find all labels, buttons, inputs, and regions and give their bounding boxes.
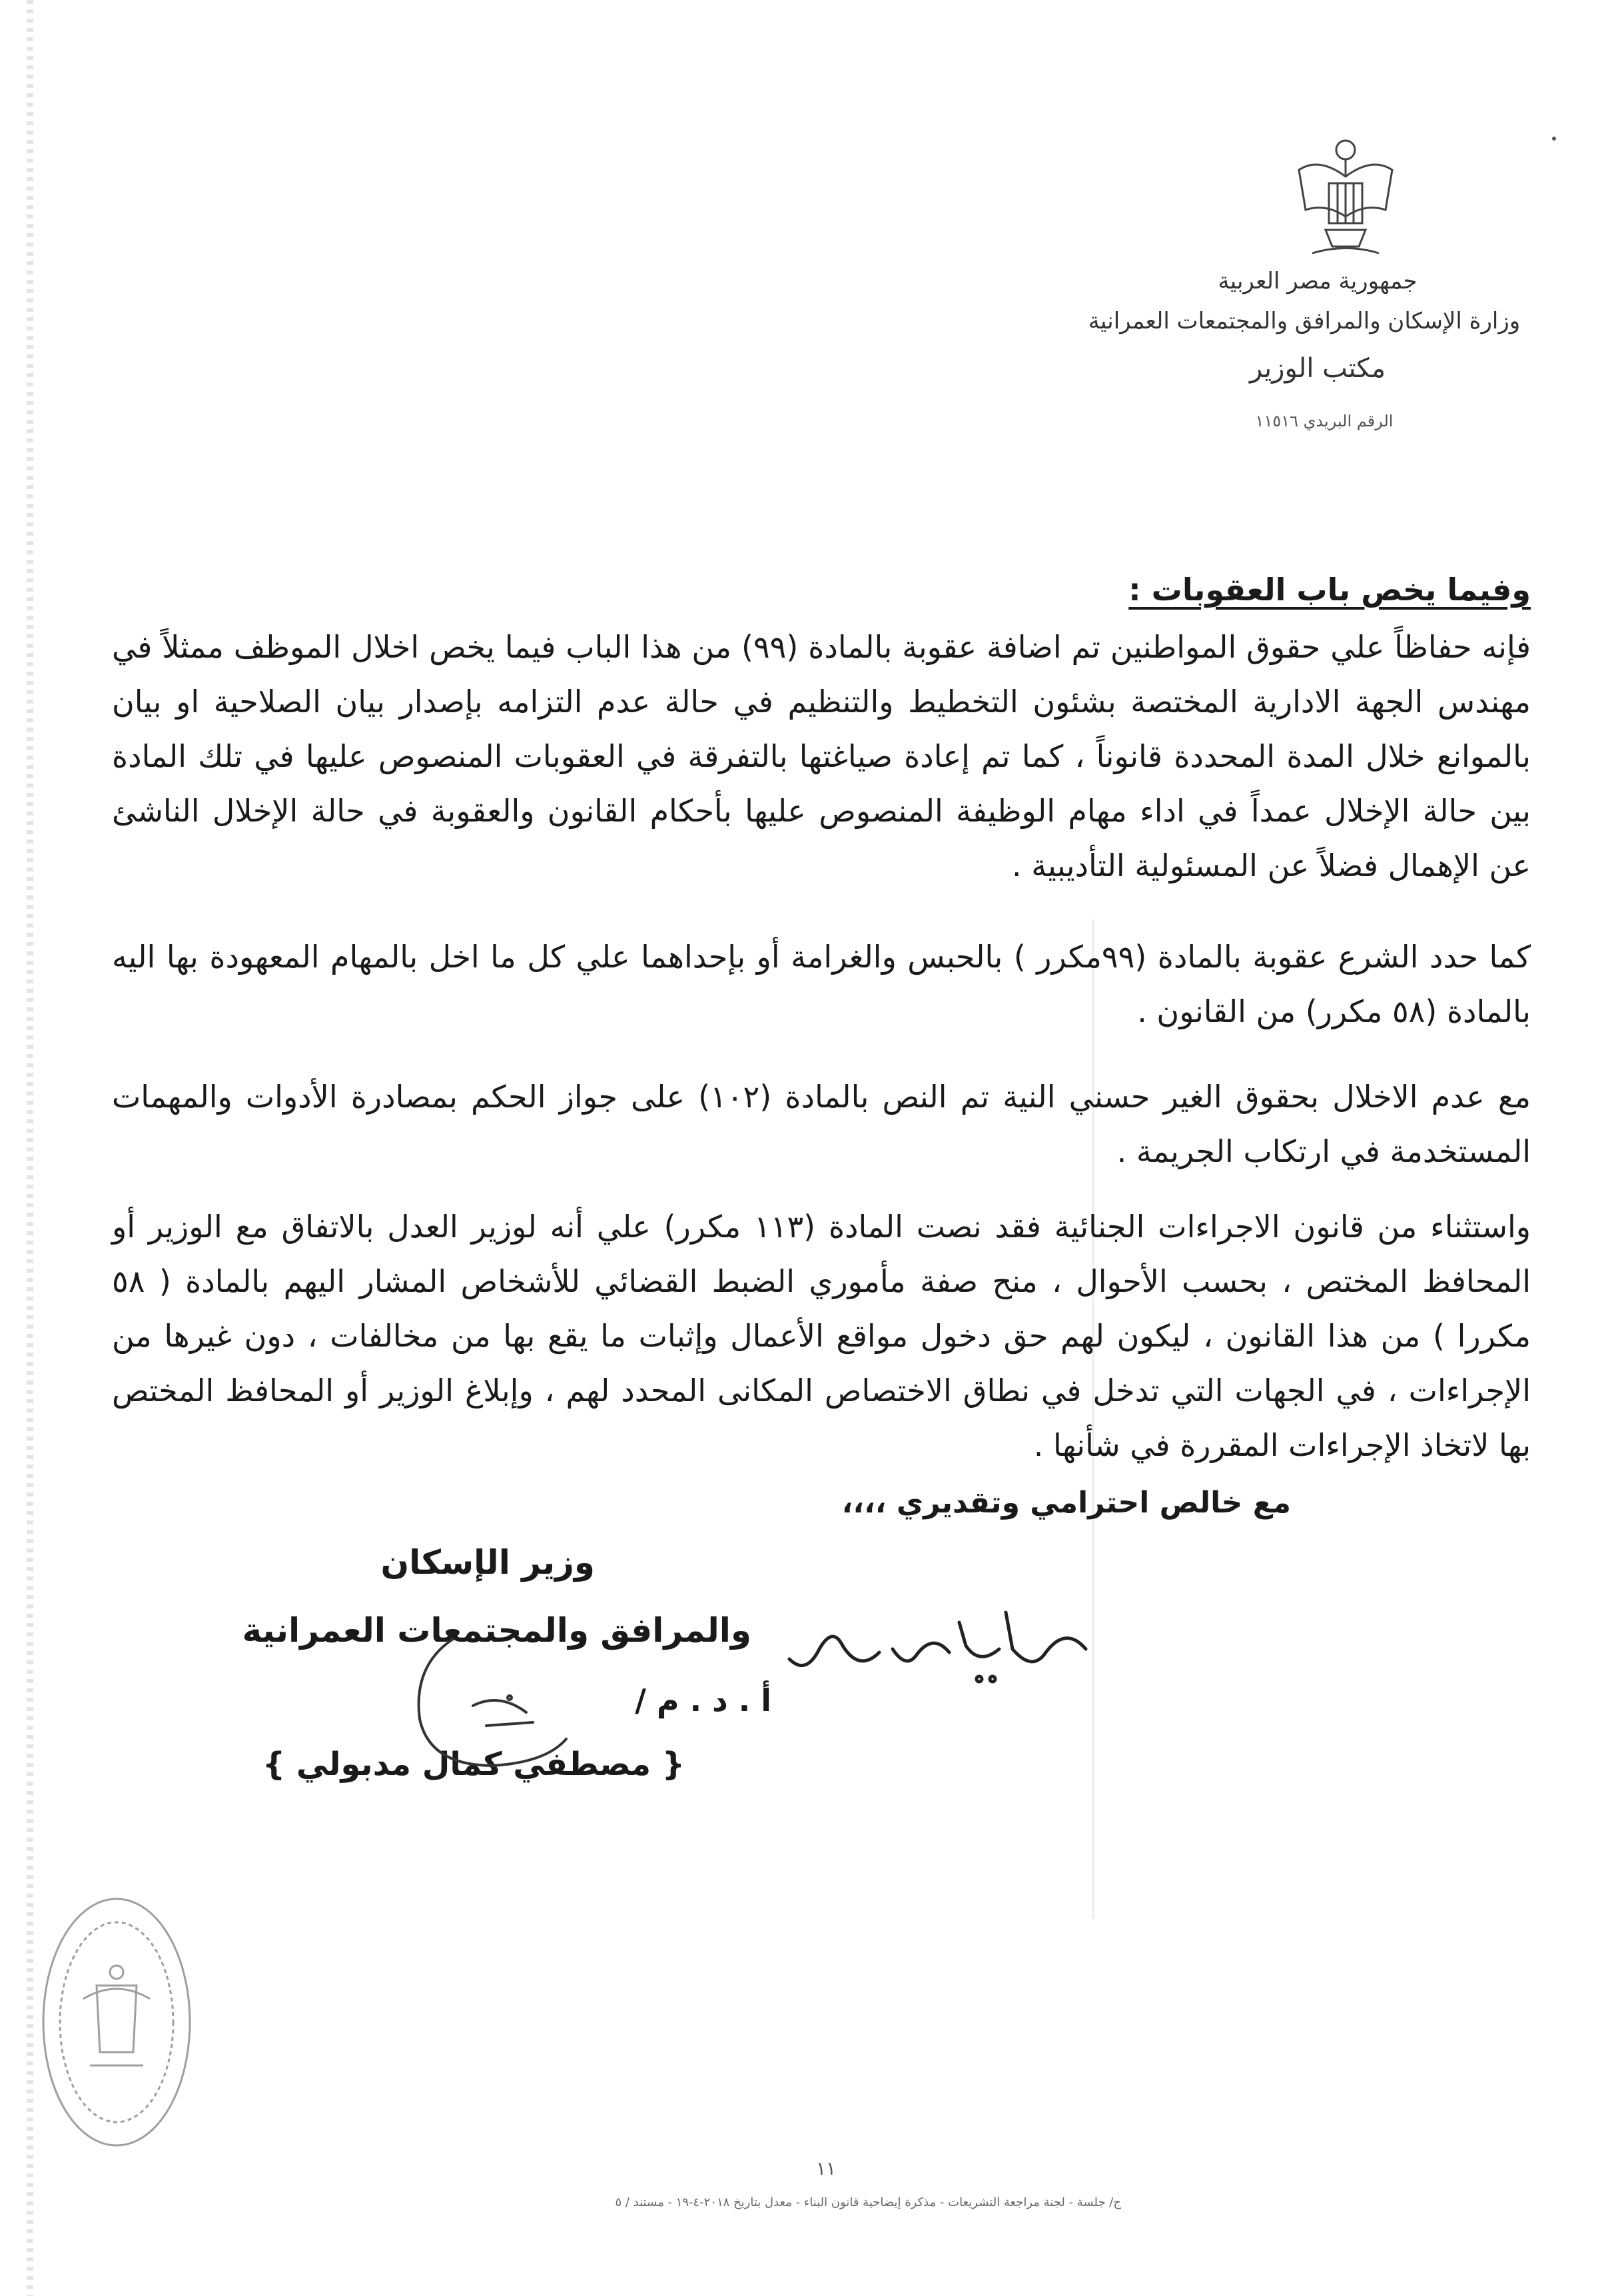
minister-signature-icon (373, 1626, 626, 1799)
paragraph: فإنه حفاظاً علي حقوق المواطنين تم اضافة عقوبة بالمادة (٩٩) من هذا الباب فيما يخص اخلال الموظف ممثلاً في مهندس الجهة الادارية المختصة بشئون التخطيط والتنظيم في حالة عدم التزامه بإصدار بيان الصلاحية او بيان بالموانع خلال المدة المحددة قانوناً ، كما تم إعادة صياغتها بالتفرقة في العقوبات المنصوص عليها في تلك المادة بين حالة الإخلال عمداً في اداء مهام الوظيفة المنصوص عليها بأحكام القانون والعقوبة في حالة الإخلال الناشئ عن الإهمال فضلاً عن المسئولية التأديبية . (112, 629, 1531, 883)
handwritten-note-icon (779, 1586, 1099, 1699)
country-name: جمهورية مصر العربية (1218, 268, 1418, 294)
scan-speck (1552, 137, 1556, 141)
signatory-title-line1: وزير الإسكان (380, 1543, 595, 1582)
office-name: مكتب الوزير (1249, 353, 1386, 384)
paragraph: كما حدد الشرع عقوبة بالمادة (٩٩مكرر ) بالحبس والغرامة أو بإحداهما علي كل ما اخل بالمهام المعهودة بها اليه بالمادة (٥٨ مكرر) من القانون . (112, 939, 1531, 1029)
ministry-name: وزارة الإسكان والمرافق والمجتمعات العمرانية (1088, 308, 1521, 334)
signatory-name: { مصطفي كمال مدبولي } (262, 1746, 685, 1783)
closing-line: مع خالص احترامي وتقديري ،،،، (841, 1486, 1291, 1520)
paragraph: واستثناء من قانون الاجراءات الجنائية فقد نصت المادة (١١٣ مكرر) علي أنه لوزير العدل بالاتفاق مع الوزير أو المحافظ المختص ، بحسب الأحوال ، منح صفة مأموري الضبط القضائي للأشخاص المشار اليهم بالمادة ( ٥٨ مكررا ) من هذا القانون ، ليكون لهم حق دخول مواقع الأعمال وإثبات ما يقع بها من مخالفات ، دون غيرها من الإجراءات ، في الجهات التي تدخل في نطاق الاختصاص المكانى المحدد لهم ، وإبلاغ الوزير أو المحافظ المختص بها لاتخاذ الإجراءات المقررة في شأنها . (112, 1209, 1531, 1463)
official-seal-icon (37, 1892, 197, 2152)
section-title: وفيما يخص باب العقوبات : (1128, 572, 1531, 608)
signatory-degree: أ . د . م / (635, 1682, 771, 1718)
paragraph: مع عدم الاخلال بحقوق الغير حسني النية تم النص بالمادة (١٠٢) على جواز الحكم بمصادرة الأدوات والمهمات المستخدمة في ارتكاب الجريمة . (112, 1079, 1531, 1169)
eagle-emblem-icon (1286, 130, 1406, 263)
page-number: ١١ (816, 2157, 837, 2179)
binding-holes (27, 0, 33, 2296)
postal-code: الرقم البريدي ١١٥١٦ (1255, 412, 1394, 430)
signatory-title-line2: والمرافق والمجتمعات العمرانية (242, 1611, 751, 1650)
footer-note: ج/ جلسة - لجنة مراجعة التشريعات - مذكرة إيضاحية قانون البناء - معدل بتاريخ ٢٠١٨-٤-١٩ - مستند / ٥ (615, 2195, 1121, 2209)
